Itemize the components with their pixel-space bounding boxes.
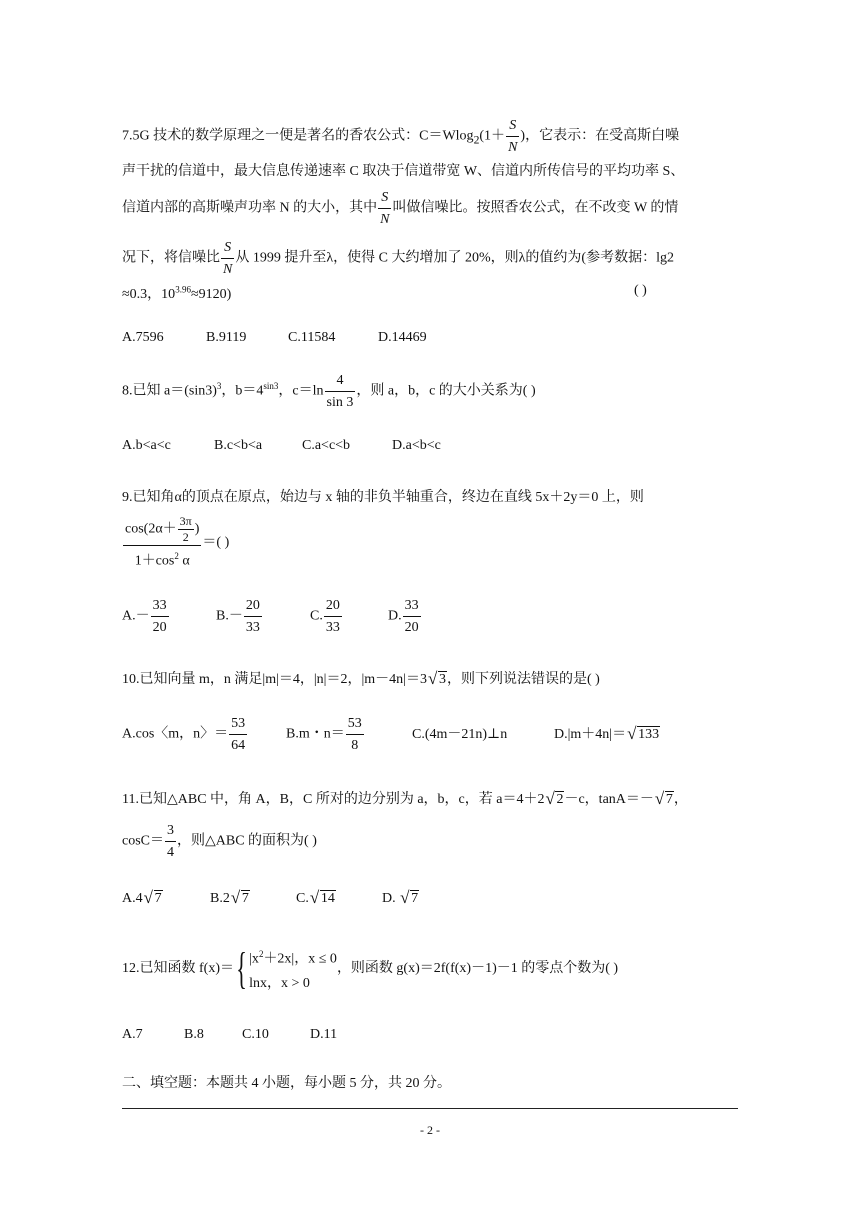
- q7-option-c: C.11584: [288, 330, 336, 345]
- q11-options: [122, 891, 419, 907]
- q10-stem: 10.已知向量 m，n 满足|m|＝4，|n|＝2，|m－4n|＝3√ 3，则下列说法错误的是( ): [122, 668, 600, 688]
- q12-option-a: A.7: [122, 1027, 143, 1042]
- q8-option-b: B.c<b<a: [214, 438, 263, 453]
- q11-option-b: B.2√ 7: [210, 891, 296, 907]
- q9-inner-fraction: $\frac{3\pi}{2}$: [179, 514, 192, 544]
- q8-option-a: A.b<a<c: [122, 438, 171, 453]
- q9-options: [122, 595, 422, 638]
- q7-option-a: A.7596: [122, 330, 164, 345]
- q10-options: [122, 713, 660, 756]
- q7-option-d: D.14469: [378, 330, 427, 345]
- q7-fraction-s-over-n-2: $\frac{S}{N}$: [378, 187, 391, 230]
- q12-option-c: C.10: [242, 1027, 269, 1042]
- q11-stem-line-1: 11.已知△ABC 中，角 A，B，C 所对的边分别为 a，b，c，若 a＝4＋2√ 2－c，tanA＝－√ 7，: [122, 788, 688, 808]
- section-2-heading: 二、填空题：本题共 4 小题，每小题 5 分，共 20 分。: [122, 1076, 451, 1091]
- q9-big-fraction: cos(2α＋ $\frac{3\pi}{2}$ ) $1+\cos^2$ α: [125, 514, 200, 569]
- q9-expression: cos(2α＋ $\frac{3\pi}{2}$ ) $1+\cos^2$ α ＝( ): [122, 514, 229, 572]
- q7-options: [122, 330, 427, 346]
- q7-fraction-s-over-n-3: $\frac{S}{N}$: [221, 237, 234, 280]
- q7-line-3: 信道内部的高斯噪声功率 N 的大小，其中 $\frac{S}{N}$ 叫做信噪比。按照香农公式，在不改变 W 的情: [122, 187, 678, 230]
- q7-fraction-s-over-n: $\frac{S}{N}$: [506, 115, 519, 158]
- q8-options: [122, 438, 441, 454]
- q9-option-b: B.－ $\frac{20}{33}$: [216, 595, 310, 638]
- q10-option-b: B.m・n＝ $\frac{53}{8}$: [286, 713, 412, 756]
- q9-stem: 9.已知角α的顶点在原点，始边与 x 轴的非负半轴重合，终边在直线 5x＋2y＝0 上，则: [122, 490, 644, 505]
- q12-option-d: D.11: [310, 1027, 338, 1042]
- q11-option-c: C.√ 14: [296, 891, 382, 907]
- q7-answer-paren: ( ): [634, 283, 647, 298]
- q7-line-4: 况下，将信噪比 $\frac{S}{N}$ 从 1999 提升至λ，使得 C 大约增加了 20%，则λ的值约为(参考数据：lg2: [122, 237, 674, 280]
- q12-left-brace: {: [236, 943, 247, 993]
- q8-fraction: $\frac{4}{\sin 3}$: [325, 370, 356, 413]
- page-number: - 2 -: [420, 1123, 440, 1137]
- q11-stem-line-2: cosC＝ $\frac{3}{4}$ ，则△ABC 的面积为( ): [122, 820, 317, 863]
- q10-option-d: D.|m＋4n|＝√ 133: [554, 723, 660, 743]
- q11-option-d: D. √ 7: [382, 891, 419, 907]
- q11-option-a: A.4√ 7: [122, 891, 210, 907]
- q7-line-1: 7.5G 技术的数学原理之一便是著名的香农公式：C＝Wlog$_2$(1＋ $\frac{S}{N}$ )，它表示：在受高斯白噪: [122, 115, 679, 158]
- q12-option-b: B.8: [184, 1027, 204, 1042]
- q8-stem: 8.已知 $a=(\sin 3)^3$，$b=4^{sin3}$，c＝ln $\frac{4}{\sin 3}$ ，则 a，b，c 的大小关系为( ): [122, 370, 536, 413]
- footer-divider: [122, 1108, 738, 1109]
- q10-sqrt: √ 3: [428, 672, 447, 688]
- q10-option-a: A.cos〈m，n〉＝ $\frac{53}{64}$: [122, 713, 286, 756]
- q7-option-b: B.9119: [206, 330, 247, 345]
- q9-option-a: A.－ $\frac{33}{20}$: [122, 595, 216, 638]
- q8-option-d: D.a<b<c: [392, 438, 441, 453]
- q9-option-c: C. $\frac{20}{33}$: [310, 595, 388, 638]
- q9-option-d: D. $\frac{33}{20}$: [388, 595, 422, 638]
- q12-options: [122, 1027, 337, 1043]
- q10-option-c: C.(4m－21n)⊥n: [412, 726, 508, 742]
- q12-piecewise: $|x^2+2x|$，x ≤ 0 lnx，x > 0: [249, 949, 337, 991]
- q8-option-c: C.a<c<b: [302, 438, 351, 453]
- q12-stem: 12.已知函数 f(x)＝{ $|x^2+2x|$，x ≤ 0 lnx，x > 0 ，则函数 g(x)＝2f(f(x)－1)－1 的零点个数为( ): [122, 942, 618, 996]
- q7-line-5: ≈0.3，$10^{3.96}\approx 9120$): [122, 284, 232, 302]
- q7-line-2: 声干扰的信道中，最大信息传递速率 C 取决于信道带宽 W、信道内所传信号的平均功率 S、: [122, 164, 685, 179]
